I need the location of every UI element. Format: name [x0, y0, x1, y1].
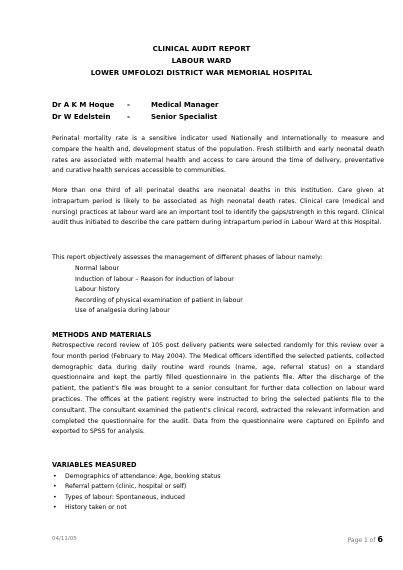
variable-label: History taken or not [65, 504, 127, 512]
variable-value: Spontaneous, induced [114, 493, 185, 501]
intro-paragraph: Perinatal mortality rate is a sensitive indicator used Nationally and Internationally to measure and compare the health and, development status of the population. Fresh stillbirth and early neonatal death rates are associated with maternal health and access to care around the time of delivery, preventative and curative health services accessible to communities. [52, 135, 384, 175]
variables-list [52, 472, 221, 514]
bullet-icon: • [53, 483, 57, 491]
report-title: CLINICAL AUDIT REPORT [152, 45, 251, 53]
list-item [52, 503, 221, 513]
author-name: Dr W Edelstein [52, 113, 111, 121]
author-separator: - [127, 101, 130, 109]
author-role: Medical Manager [151, 101, 219, 109]
variable-label: Types of labour: [65, 493, 114, 501]
objectives-paragraph: This report objectively assesses the management of different phases of labour namely: [52, 254, 323, 261]
bullet-icon: • [53, 473, 57, 480]
report-subtitle-hospital: LOWER UMFOLOZI DISTRICT WAR MEMORIAL HOSPITAL [90, 69, 313, 77]
page-number [348, 535, 383, 544]
report-subtitle-ward: LABOUR WARD [171, 57, 232, 65]
list-item [52, 482, 221, 492]
page-total: 6 [377, 535, 383, 544]
author-separator: - [127, 113, 130, 121]
list-item: Recording of physical examination of patient in labour [75, 296, 243, 304]
variable-value: (clinic, hospital or self) [114, 483, 187, 491]
methods-paragraph: Retrospective record review of 105 post delivery patients were selected randomly for this review over a four month period (February to May 2004). The Medical officers identified the selected patients, collected demographic data during daily routine ward rounds (name, age, referral status) on a standard questionnaire and kept the partly filled questionnaire in the patients file. After the discharge of the patient, the patient's file was brought to a senior consultant for further data collection on labour ward practices. The offices at the patient registry were instructed to bring the selected patients file to the consultant. The consultant examined the patient's clinical record, extracted the relevant information and completed the questionnaire for the audit. Data from the questionnaire were captured on EpiInfo and exported to SPSS for analysis. [52, 342, 384, 436]
list-item: Labour history [75, 286, 120, 294]
variable-label: Referral pattern [65, 483, 115, 491]
perinatal-deaths-paragraph: More than one third of all perinatal deaths are neonatal deaths in this institution. Care given at intrapartum period is likely to be associated as high neonatal death rates. Clinical care (medical and nursing) practices at labour ward are an important tool to identify the gaps/strength in this regard. Clinical audit thus initiated to describe the care pattern during intrapartum period in Labour Ward at this Hospital. [52, 187, 384, 227]
author-name: Dr A K M Hoque [52, 101, 115, 109]
bullet-icon: • [53, 493, 57, 501]
methods-heading: METHODS AND MATERIALS [52, 331, 152, 339]
variable-value: Age, booking status [157, 473, 221, 480]
list-item [52, 493, 221, 503]
footer-date: 04/11/05 [52, 536, 77, 542]
bullet-icon: • [53, 504, 57, 512]
page-number-prefix: Page 1 of [347, 537, 378, 544]
list-item [52, 472, 221, 482]
list-item: Normal labour [75, 265, 120, 272]
list-item: Induction of labour – Reason for induction of labour [75, 275, 234, 283]
author-role: Senior Specialist [151, 113, 218, 121]
list-item: Use of analgesia during labour [75, 307, 170, 315]
variable-label: Demographics of attendance: [65, 473, 158, 480]
variables-heading: VARIABLES MEASURED [52, 461, 137, 469]
labour-phases-list [75, 264, 243, 317]
